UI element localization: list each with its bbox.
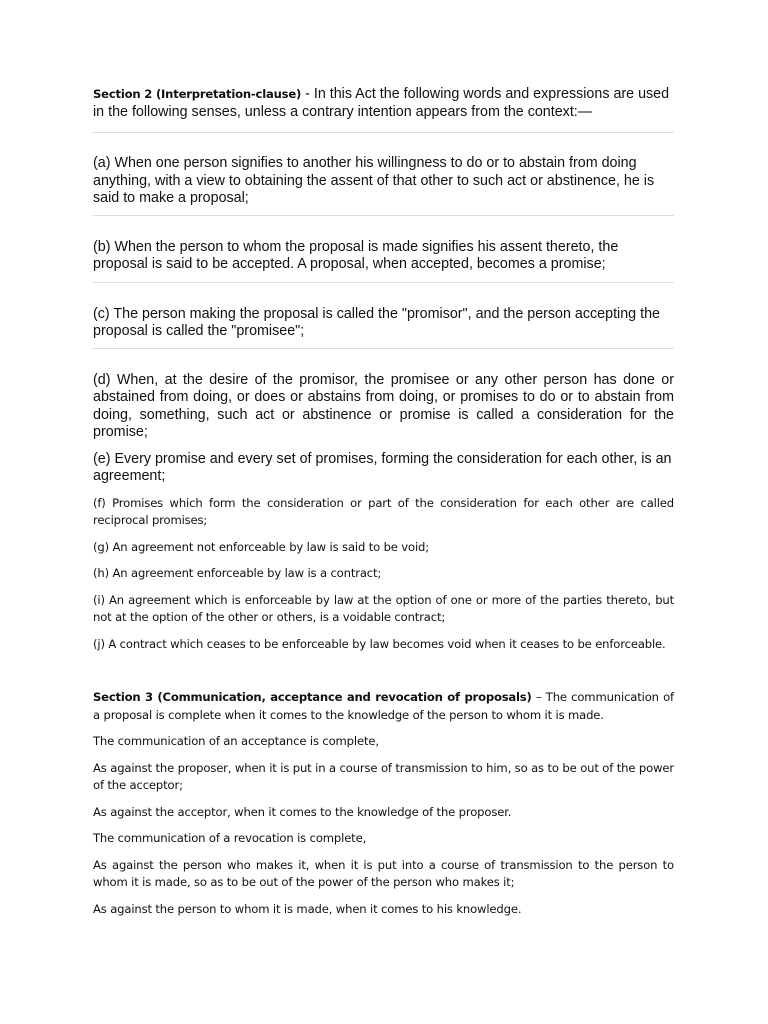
- clause-h: (h) An agreement enforceable by law is a contract;: [93, 566, 382, 580]
- clause-b: (b) When the person to whom the proposal is made signifies his assent thereto, the proposal is said to be accepted. A proposal, when accepted, becomes a promise;: [93, 238, 619, 272]
- section-3-paragraph: The communication of a revocation is complete,: [93, 831, 367, 845]
- clause-g: (g) An agreement not enforceable by law is said to be void;: [93, 539, 430, 554]
- clause-a: (a) When one person signifies to another his willingness to do or to abstain from doing anything, with a view to obtaining the assent of that other to such act or abstinence, he is said to make a proposal;: [93, 155, 655, 206]
- section-3-paragraph: As against the person who makes it, when it is put into a course of transmission to the person to whom it is made, so as to be out of the power of the person who makes it;: [93, 857, 674, 889]
- section-3-paragraph: As against the person to whom it is made, when it comes to his knowledge.: [93, 901, 522, 916]
- section-3-paragraph: As against the acceptor, when it comes to the knowledge of the proposer.: [93, 804, 512, 819]
- clause-c: (c) The person making the proposal is called the "promisor", and the person accepting the proposal is called the "promisee";: [93, 305, 660, 339]
- divider: [93, 132, 674, 133]
- section-2-intro-text: - In this Act the following words and expressions are used in the following senses, unless a contrary intention appears from the context:—: [93, 86, 670, 120]
- clause-i: (i) An agreement which is enforceable by law at the option of one or more of the parties thereto, but not at the option of the other or others, is a voidable contract;: [93, 592, 674, 624]
- section-3-intro: [93, 689, 674, 724]
- clause-e: (e) Every promise and every set of promises, forming the consideration for each other, is an agreement;: [93, 450, 672, 484]
- divider: [93, 348, 674, 349]
- section-2-heading: Section 2 (Interpretation-clause): [93, 87, 302, 101]
- section-2-intro: [93, 86, 674, 121]
- clause-f: (f) Promises which form the consideration or part of the consideration for each other are called reciprocal promises;: [93, 495, 674, 527]
- section-3-paragraph: The communication of an acceptance is complete,: [93, 734, 379, 748]
- section-3-paragraph: As against the proposer, when it is put in a course of transmission to him, so as to be out of the power of the acceptor;: [93, 760, 674, 792]
- section-3-heading: Section 3 (Communication, acceptance and revocation of proposals): [93, 690, 532, 704]
- divider: [93, 282, 674, 283]
- clause-j: (j) A contract which ceases to be enforceable by law becomes void when it ceases to be enforceable.: [93, 636, 666, 651]
- section-3-intro-text: – The communication of a proposal is complete when it comes to the knowledge of the person to whom it is made.: [93, 690, 674, 722]
- divider: [93, 215, 674, 216]
- clause-d: (d) When, at the desire of the promisor, the promisee or any other person has done or abstained from doing, or does or abstains from doing, or promises to do or to abstain from doing, something, such act or abstinence or promise is called a consideration for the promise;: [93, 371, 674, 440]
